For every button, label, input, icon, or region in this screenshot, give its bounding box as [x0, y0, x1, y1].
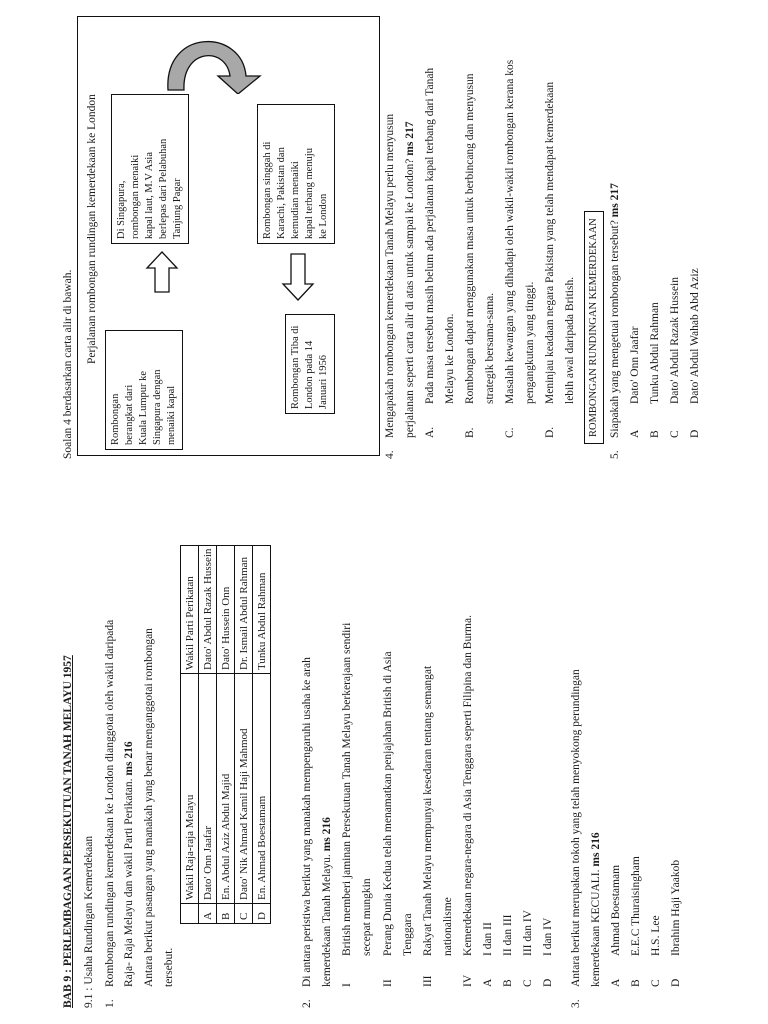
statement-line: Kemerdekaan negara-negara di Asia Tenggara seperti Filipina dan Burma. [462, 615, 474, 956]
q4-option-a-cont[interactable]: Melayu ke London. [444, 313, 456, 404]
flow-box-line: Singapura dengan [152, 369, 163, 445]
table-header-blank [181, 904, 199, 924]
curved-arrow-icon [160, 19, 270, 94]
option-letter: C [235, 904, 253, 924]
option-letter: B [649, 430, 661, 438]
flow-box-line: berlepas dari Pelabuhan [158, 138, 169, 239]
q3-option-c[interactable]: H.S. Lee [650, 915, 662, 956]
flow-intro: Soalan 4 berdasarkan carta alir di bawah. [62, 269, 74, 459]
flow-box-line: Rombongan singgah di [262, 141, 273, 239]
statement-line: Perang Dunia Kedua telah menamatkan penjajahan British di Asia [382, 651, 394, 956]
q3-ref: ms 216 [590, 832, 602, 867]
option-letter: D [670, 978, 682, 987]
chapter-title: BAB 9 : PERLEMBAGAAN PERSEKUTUAN TANAH MELAYU 1957 [62, 655, 74, 1008]
q5-option-b[interactable]: Tunku Abdul Rahman [649, 302, 661, 404]
statement-line: Rakyat Tanah Melayu mempunyai kesedaran tentang semangat [422, 665, 434, 956]
option-letter: B [630, 979, 642, 987]
q5-option-c[interactable]: Dato' Abdul Razak Hussein [669, 277, 681, 404]
option-letter: C [650, 979, 662, 987]
table-row[interactable] [235, 545, 253, 923]
arrow-right-icon [145, 250, 179, 294]
flow-box-line: ke London [318, 193, 329, 239]
q4-line-1: Mengapakah rombongan kemerdekaan Tanah Melayu perlu menyusun [384, 113, 396, 438]
q5-question: Siapakah yang mengetuai rombongan tersebut? ms 217 [609, 183, 621, 438]
option-letter: D. [544, 426, 556, 438]
q2-line-2: kemerdekaan Tanah Melayu. ms 216 [321, 817, 333, 987]
q3-line-1: Antara berikut merupakan tokoh yang telah menyokong perundingan [570, 669, 582, 987]
flowchart-title: Perjalanan rombongan rundingan kemerdekaan ke London [86, 94, 98, 364]
q1-line-4: tersebut. [163, 947, 175, 987]
option-letter: A. [424, 426, 436, 438]
statement-roman: I [341, 983, 353, 987]
q4-option-d-cont[interactable]: lebih awal daripada British. [564, 276, 576, 404]
q1-answer-table [180, 545, 271, 924]
flow-box-line: Di Singapura, [116, 180, 127, 239]
table-row[interactable] [217, 545, 235, 923]
q2-option-a[interactable]: I dan II [482, 922, 494, 956]
q5-option-d[interactable]: Dato' Abdul Wahab Abd Aziz [689, 268, 701, 404]
flow-box-line: menaiki kapal [166, 385, 177, 445]
statement-roman: II [382, 979, 394, 987]
flow-box-line: Karachi, Pakistan dan [276, 147, 287, 239]
option-letter: D [253, 904, 271, 924]
table-cell-parti: Tunku Abdul Rahman [253, 545, 271, 673]
table-header-raja: Wakil Raja-raja Melayu [181, 674, 199, 904]
flow-box-line: Tanjung Pagar [172, 178, 183, 239]
q2-number: 2. [301, 999, 313, 1008]
statement-line: secepat mungkin [361, 878, 373, 956]
q1-line-1: Rombongan rundingan kemerdekaan ke London dianggotai oleh wakil daripada [104, 619, 116, 987]
q3-option-b[interactable]: E.E.C Thuraisingham [630, 856, 642, 956]
flow-box-line: kemudian menaiki [290, 161, 301, 239]
q1-line-3: Antara berikut pasangan yang manakah yang benar menganggotai rombongan [143, 628, 155, 987]
q2-line-1: Di antara peristiwa berikut yang manakah mempengaruhi usaha ke arah [301, 657, 313, 987]
q4-ref: ms 217 [404, 121, 416, 156]
flow-box-line: Januari 1956 [318, 355, 329, 409]
table-cell-raja: Dato' Nik Ahmad Kamil Haji Mahmod [235, 674, 253, 904]
q3-line-2: kemerdekaan KECUALI. ms 216 [590, 832, 602, 987]
table-cell-raja: En. Abdul Aziz Abdul Majid [217, 674, 235, 904]
option-letter: D [689, 429, 701, 438]
q2-option-d[interactable]: I dan IV [542, 917, 554, 956]
q4-option-b[interactable]: Rombongan dapat menggunakan masa untuk berbincang dan menyusun [464, 73, 476, 404]
q1-ref: ms 216 [123, 741, 135, 776]
flow-box-karachi [257, 104, 335, 244]
option-letter: A [610, 978, 622, 987]
q5-option-a[interactable]: Dato' Onn Jaafar [629, 326, 641, 404]
q2-option-b[interactable]: II dan III [502, 914, 514, 956]
q2-ref: ms 216 [321, 817, 333, 852]
statement-roman: IV [462, 974, 474, 987]
flow-box-line: London pada 14 [304, 340, 315, 409]
flow-box-line: Rombongan [110, 393, 121, 445]
q1-number: 1. [104, 999, 116, 1008]
q3-option-a[interactable]: Ahmad Boestamam [610, 864, 622, 956]
statement-line: British memberi jaminan Persekutuan Tanah Melayu berkerajaan sendiri [341, 622, 353, 956]
flow-box-line: kapal terbang menuju [304, 148, 315, 239]
option-letter: A [629, 429, 641, 438]
option-letter: B. [464, 427, 476, 438]
option-letter: B [502, 979, 514, 987]
option-letter: B [217, 904, 235, 924]
q3-option-d[interactable]: Ibrahim Haji Yaakob [670, 859, 682, 956]
q5-number: 5. [609, 450, 621, 459]
q5-ref: ms 217 [609, 183, 621, 218]
flow-box-line: Kuala Lumpur ke [138, 370, 149, 445]
q4-option-d[interactable]: Meninjau keadaan negara Pakistan yang telah mendapat kemerdekaan [544, 81, 556, 404]
q4-number: 4. [384, 450, 396, 459]
table-row[interactable] [253, 545, 271, 923]
flow-box-line: kapal laut, M.V Asia [144, 151, 155, 239]
q5-label-box: ROMBONGAN RUNDINGAN KEMERDEKAAN [584, 211, 604, 444]
table-row[interactable] [199, 545, 217, 923]
table-header-parti: Wakil Parti Perikatan [181, 545, 199, 673]
statement-line: Tenggara [402, 913, 414, 956]
q2-option-c[interactable]: III dan IV [522, 910, 534, 956]
q4-option-c-cont[interactable]: pengangkutan yang tinggi. [524, 281, 536, 404]
option-letter: C [522, 979, 534, 987]
q1-line-2: Raja- Raja Melayu dan wakil Parti Perikatan. ms 216 [123, 741, 135, 987]
flow-box-arrive-london [285, 314, 335, 414]
table-header-row [181, 545, 199, 923]
flow-box-line: rombongan menaiki [130, 154, 141, 239]
flow-box-line: berangkat dari [124, 384, 135, 445]
q4-option-c[interactable]: Masalah kewangan yang dihadapi oleh wakil-wakil rombongan kerana kos [504, 59, 516, 404]
section-title: 9.1 : Usaha Rundingan Kemerdekaan [83, 835, 95, 1008]
option-letter: D [542, 978, 554, 987]
q3-number: 3. [570, 999, 582, 1008]
q4-option-a[interactable]: Pada masa tersebut masih belum ada perjalanan kapal terbang dari Tanah [424, 67, 436, 404]
flow-box-line: Rombongan Tiba di [290, 325, 301, 409]
table-cell-parti: Dato' Hussein Onn [217, 545, 235, 673]
table-cell-parti: Dr. Ismail Abdul Rahman [235, 545, 253, 673]
option-letter: A [482, 978, 494, 987]
arrow-left-icon [281, 252, 315, 302]
table-cell-raja: Dato' Onn Jaafar [199, 674, 217, 904]
table-cell-parti: Dato' Abdul Razak Hussein [199, 545, 217, 673]
q4-option-b-cont[interactable]: strategik bersama-sama. [484, 292, 496, 404]
option-letter: C [669, 430, 681, 438]
flow-box-singapore [111, 94, 189, 244]
q4-line-2: perjalanan seperti carta alir di atas untuk sampai ke London? ms 217 [404, 121, 416, 438]
table-cell-raja: En. Ahmad Boestamam [253, 674, 271, 904]
option-letter: A [199, 904, 217, 924]
statement-line: nationalisme [442, 897, 454, 956]
statement-roman: III [422, 975, 434, 987]
flow-box-depart-kl [105, 330, 183, 450]
option-letter: C. [504, 427, 516, 438]
